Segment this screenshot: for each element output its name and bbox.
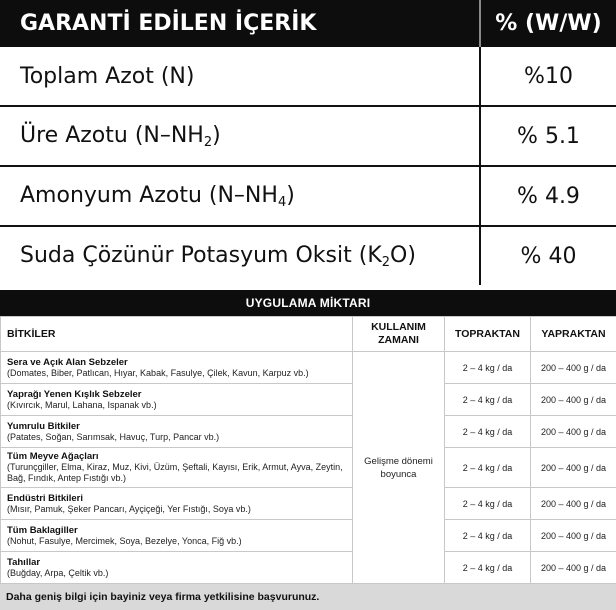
nutrient-label-main: Amonyum Azotu (N–NH <box>20 183 278 208</box>
plant-name: Tahıllar <box>7 557 346 568</box>
table-row <box>1 488 616 520</box>
plant-cell <box>1 520 353 552</box>
nutrient-value: % 5.1 <box>480 106 616 166</box>
soil-rate: 2 – 4 kg / da <box>445 520 531 552</box>
plant-examples: (Nohut, Fasulye, Mercimek, Soya, Bezelye, Yonca, Fiğ vb.) <box>7 536 242 546</box>
soil-rate: 2 – 4 kg / da <box>445 552 531 584</box>
leaf-rate: 200 – 400 g / da <box>531 552 616 584</box>
table-row <box>1 384 616 416</box>
plant-examples: (Patates, Soğan, Sarımsak, Havuç, Turp, Pancar vb.) <box>7 432 219 442</box>
plant-examples: (Domates, Biber, Patlıcan, Hıyar, Kabak, Fasulye, Çilek, Kavun, Karpuz vb.) <box>7 368 309 378</box>
nutrient-value: %10 <box>480 47 616 106</box>
application-header-row <box>1 317 616 352</box>
soil-rate: 2 – 4 kg / da <box>445 416 531 448</box>
table-row <box>1 416 616 448</box>
nutrient-value: % 4.9 <box>480 166 616 226</box>
application-title: UYGULAMA MİKTARI <box>0 290 616 316</box>
nutrient-label-end: ) <box>212 123 221 148</box>
column-header-usage-time <box>353 317 445 352</box>
column-header-soil: TOPRAKTAN <box>445 317 531 352</box>
plant-cell <box>1 552 353 584</box>
usage-time-line1: Gelişme dönemi <box>364 456 433 467</box>
column-header-leaf: YAPRAKTAN <box>531 317 616 352</box>
soil-rate: 2 – 4 kg / da <box>445 352 531 384</box>
leaf-rate: 200 – 400 g / da <box>531 352 616 384</box>
leaf-rate: 200 – 400 g / da <box>531 520 616 552</box>
guaranteed-header-value: % (W/W) <box>480 0 616 47</box>
application-section <box>0 290 616 610</box>
nutrient-label-end: ) <box>286 183 295 208</box>
usage-time-header-line1: KULLANIM <box>371 321 426 333</box>
plant-name: Tüm Meyve Ağaçları <box>7 451 346 462</box>
column-header-plants: BİTKİLER <box>1 317 353 352</box>
plant-name: Yaprağı Yenen Kışlık Sebzeler <box>7 389 346 400</box>
guaranteed-row-potassium-oxide <box>0 226 616 285</box>
plant-name: Yumrulu Bitkiler <box>7 421 346 432</box>
plant-name: Endüstri Bitkileri <box>7 493 346 504</box>
leaf-rate: 200 – 400 g / da <box>531 416 616 448</box>
nutrient-label-subscript: 2 <box>204 135 212 150</box>
usage-time-cell <box>353 352 445 584</box>
plant-examples: (Kıvırcık, Marul, Lahana, Ispanak vb.) <box>7 400 157 410</box>
soil-rate: 2 – 4 kg / da <box>445 448 531 488</box>
nutrient-value: % 40 <box>480 226 616 285</box>
guaranteed-header-label: GARANTİ EDİLEN İÇERİK <box>0 0 480 47</box>
plant-cell <box>1 352 353 384</box>
usage-time-header-line2: ZAMANI <box>378 334 419 346</box>
plant-name: Tüm Baklagiller <box>7 525 346 536</box>
table-row <box>1 520 616 552</box>
plant-cell <box>1 416 353 448</box>
plant-name: Sera ve Açık Alan Sebzeler <box>7 357 346 368</box>
guaranteed-row-urea-nitrogen <box>0 106 616 166</box>
leaf-rate: 200 – 400 g / da <box>531 448 616 488</box>
table-row <box>1 448 616 488</box>
nutrient-label <box>0 106 480 166</box>
nutrient-label: Toplam Azot (N) <box>0 47 480 106</box>
nutrient-label <box>0 226 480 285</box>
plant-examples: (Turunçgiller, Elma, Kiraz, Muz, Kivi, Üzüm, Şeftali, Kayısı, Erik, Armut, Ayva, Zeytin, Bağ, Fındık, Antep Fıstığı vb.) <box>7 462 343 483</box>
plant-examples: (Buğday, Arpa, Çeltik vb.) <box>7 568 108 578</box>
guaranteed-row-total-nitrogen <box>0 47 616 106</box>
plant-cell <box>1 384 353 416</box>
nutrient-label <box>0 166 480 226</box>
nutrient-label-subscript: 2 <box>382 255 390 270</box>
table-row <box>1 352 616 384</box>
application-table <box>0 316 616 584</box>
footer-note: Daha geniş bilgi için bayiniz veya firma yetkilisine başvurunuz. <box>0 584 616 610</box>
plant-examples: (Mısır, Pamuk, Şeker Pancarı, Ayçiçeği, Yer Fıstığı, Soya vb.) <box>7 504 251 514</box>
guaranteed-row-ammonium-nitrogen <box>0 166 616 226</box>
table-row <box>1 552 616 584</box>
leaf-rate: 200 – 400 g / da <box>531 384 616 416</box>
nutrient-label-main: Üre Azotu (N–NH <box>20 123 204 148</box>
guaranteed-content-table <box>0 0 616 285</box>
soil-rate: 2 – 4 kg / da <box>445 384 531 416</box>
guaranteed-header-row <box>0 0 616 47</box>
nutrient-label-main: Suda Çözünür Potasyum Oksit (K <box>20 243 382 268</box>
nutrient-label-end: O) <box>390 243 416 268</box>
usage-time-line2: boyunca <box>381 469 417 480</box>
leaf-rate: 200 – 400 g / da <box>531 488 616 520</box>
soil-rate: 2 – 4 kg / da <box>445 488 531 520</box>
plant-cell <box>1 448 353 488</box>
nutrient-label-subscript: 4 <box>278 195 286 210</box>
plant-cell <box>1 488 353 520</box>
